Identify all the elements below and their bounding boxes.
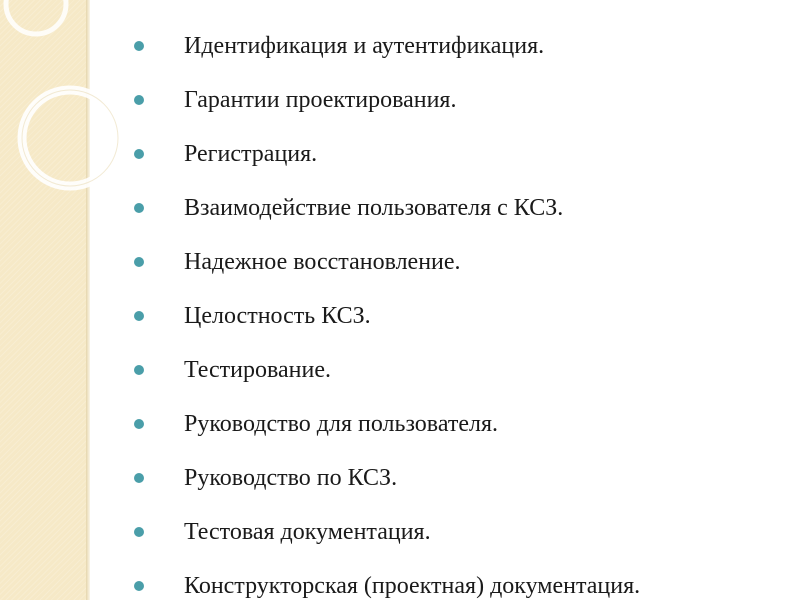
bullet-icon bbox=[134, 419, 144, 429]
list-item-text: Надежное восстановление. bbox=[184, 249, 461, 275]
bullet-icon bbox=[134, 527, 144, 537]
list-item-text: Руководство для пользователя. bbox=[184, 411, 499, 437]
list-item bbox=[132, 192, 772, 235]
bullet-icon bbox=[134, 311, 144, 321]
bullet-icon bbox=[134, 203, 144, 213]
list-item bbox=[132, 138, 772, 181]
list-item bbox=[132, 408, 772, 451]
bullet-icon bbox=[134, 95, 144, 105]
list-item-text: Гарантии проектирования. bbox=[184, 87, 457, 113]
bullet-icon bbox=[134, 581, 144, 591]
list-item-text: Целостность КСЗ. bbox=[184, 303, 371, 329]
list-item bbox=[132, 30, 772, 73]
list-item bbox=[132, 84, 772, 127]
bullet-icon bbox=[134, 473, 144, 483]
list-item-text: Тестирование. bbox=[184, 357, 331, 383]
list-item bbox=[132, 516, 772, 559]
list-item-text: Регистрация. bbox=[184, 141, 318, 167]
list-item bbox=[132, 354, 772, 397]
bullet-icon bbox=[134, 41, 144, 51]
bullet-icon bbox=[134, 365, 144, 375]
list-item-text: Взаимодействие пользователя с КСЗ. bbox=[184, 195, 564, 221]
decorative-rings-icon bbox=[0, 0, 140, 220]
bullet-list bbox=[132, 30, 772, 600]
list-item bbox=[132, 462, 772, 505]
list-item-text: Руководство по КСЗ. bbox=[184, 465, 398, 491]
bullet-icon bbox=[134, 149, 144, 159]
bullet-icon bbox=[134, 257, 144, 267]
list-item-text: Конструкторская (проектная) документация. bbox=[184, 573, 641, 599]
list-item bbox=[132, 570, 772, 600]
list-item bbox=[132, 246, 772, 289]
list-item-text: Тестовая документация. bbox=[184, 519, 431, 545]
list-item-text: Идентификация и аутентификация. bbox=[184, 33, 545, 59]
list-item bbox=[132, 300, 772, 343]
